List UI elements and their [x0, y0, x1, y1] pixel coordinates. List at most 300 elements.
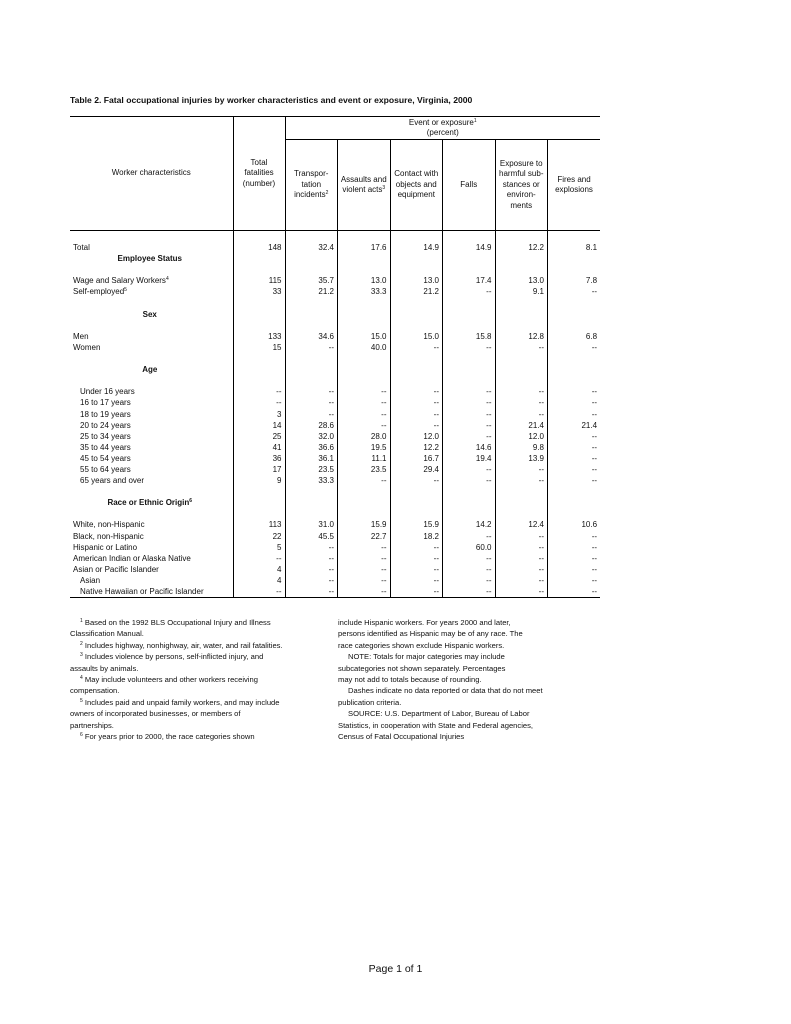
value-cell: --	[495, 475, 548, 486]
empty-cell	[233, 497, 285, 508]
spacer-cell	[548, 375, 601, 386]
empty-cell	[338, 364, 391, 375]
spacer-cell	[285, 375, 338, 386]
value-cell: 22.7	[338, 531, 391, 542]
spacer-cell	[338, 486, 391, 497]
row-label	[70, 420, 233, 431]
header-column-line: violent acts$^3$	[342, 185, 386, 194]
row-label	[70, 286, 233, 297]
value-cell: 13.9	[495, 453, 548, 464]
value-cell: --	[548, 453, 601, 464]
table-row	[70, 531, 600, 542]
row-label-text: 65 years and over	[80, 476, 145, 486]
header-column-1	[338, 140, 391, 231]
table-row	[70, 542, 600, 553]
value-cell: 28.0	[338, 431, 391, 442]
value-cell: --	[548, 575, 601, 586]
table-row	[70, 397, 600, 408]
row-label	[70, 542, 233, 553]
footnote-marker: 4	[165, 276, 169, 283]
row-label	[70, 442, 233, 453]
empty-cell	[548, 309, 601, 320]
table-row	[70, 420, 600, 431]
spacer-cell	[338, 508, 391, 519]
footnote-marker: 2	[80, 640, 83, 647]
row-label	[70, 397, 233, 408]
value-cell: 17.6	[338, 242, 391, 253]
spacer-cell	[443, 231, 496, 243]
value-cell: 6.8	[548, 331, 601, 342]
spacer-cell	[233, 375, 285, 386]
value-cell: --	[548, 531, 601, 542]
row-label-text: American Indian or Alaska Native	[73, 553, 191, 563]
value-cell: --	[443, 409, 496, 420]
value-cell: 21.4	[548, 420, 601, 431]
header-column-5	[548, 140, 601, 231]
table-header	[70, 117, 600, 231]
footnote-line: race categories shown exclude Hispanic workers.	[338, 640, 505, 650]
row-label	[70, 275, 233, 286]
value-cell: 18.2	[390, 531, 443, 542]
value-cell: 12.0	[495, 431, 548, 442]
row-label-text: Asian	[80, 575, 101, 585]
row-label	[70, 531, 233, 542]
spacer-cell	[548, 320, 601, 331]
table-row	[70, 564, 600, 575]
value-cell: 21.2	[390, 286, 443, 297]
footnote-marker: 1	[80, 618, 83, 624]
empty-cell	[390, 253, 443, 264]
footnote-line	[70, 708, 320, 719]
spacer-cell	[70, 231, 233, 243]
empty-cell	[548, 497, 601, 508]
value-cell: 33.3	[285, 475, 338, 486]
footnote-line: SOURCE: U.S. Department of Labor, Bureau of Labor	[348, 709, 530, 719]
value-cell: --	[390, 542, 443, 553]
value-cell: --	[285, 542, 338, 553]
value-cell: --	[495, 542, 548, 553]
footnote-text: compensation.	[70, 686, 120, 696]
value-cell: --	[548, 386, 601, 397]
value-cell: --	[443, 564, 496, 575]
empty-cell	[233, 309, 285, 320]
value-cell: --	[443, 575, 496, 586]
footnotes-right	[338, 617, 588, 742]
row-label-text: Under 16 years	[80, 387, 135, 397]
value-cell: 15.9	[338, 519, 391, 530]
value-cell: --	[285, 342, 338, 353]
spacer-cell	[285, 486, 338, 497]
section-row	[70, 253, 600, 264]
value-cell: --	[443, 431, 496, 442]
header-column-0	[285, 140, 338, 231]
empty-cell	[338, 253, 391, 264]
empty-cell	[285, 253, 338, 264]
footnote-line: publication criteria.	[338, 697, 402, 707]
footnote-line	[70, 628, 320, 639]
value-cell: --	[285, 564, 338, 575]
row-label	[70, 519, 233, 530]
header-column-3	[443, 140, 496, 231]
empty-cell	[495, 309, 548, 320]
value-cell: 148	[233, 242, 285, 253]
footnote-line	[70, 617, 320, 628]
spacer-row	[70, 375, 600, 386]
value-cell: --	[443, 586, 496, 598]
table-row	[70, 286, 600, 297]
table-row	[70, 242, 600, 253]
spacer-cell	[70, 264, 233, 275]
table-row	[70, 409, 600, 420]
value-cell: --	[285, 409, 338, 420]
footnote-text: Includes highway, nonhighway, air, water, and rail fatalities.	[82, 640, 283, 650]
value-cell: --	[390, 564, 443, 575]
value-cell: 15.0	[390, 331, 443, 342]
header-column-line: incidents$^2$	[294, 190, 329, 200]
value-cell: 12.8	[495, 331, 548, 342]
spacer-cell	[443, 320, 496, 331]
footnote-line: may not add to totals because of rounding.	[338, 675, 482, 685]
footnote-line: Census of Fatal Occupational Injuries	[338, 732, 465, 742]
value-cell: 34.6	[285, 331, 338, 342]
row-label-text: Total	[73, 243, 90, 253]
value-cell: 115	[233, 275, 285, 286]
table-row	[70, 275, 600, 286]
spacer-row	[70, 264, 600, 275]
value-cell: --	[495, 464, 548, 475]
header-column-line: Transpor-	[294, 169, 329, 179]
footnote-marker: 5	[124, 287, 127, 294]
spacer-cell	[495, 264, 548, 275]
row-label-text: Black, non-Hispanic	[73, 531, 144, 541]
value-cell: 113	[233, 519, 285, 530]
spacer-cell	[285, 353, 338, 364]
empty-cell	[548, 364, 601, 375]
footnote-line	[70, 685, 320, 696]
value-cell: --	[390, 553, 443, 564]
value-cell: --	[443, 342, 496, 353]
row-label-text: 20 to 24 years	[80, 420, 131, 430]
value-cell: 28.6	[285, 420, 338, 431]
header-column-line: Falls	[460, 179, 478, 189]
value-cell: 22	[233, 531, 285, 542]
spacer-cell	[233, 264, 285, 275]
table-row	[70, 331, 600, 342]
value-cell: 25	[233, 431, 285, 442]
row-label	[70, 564, 233, 575]
value-cell: 21.4	[495, 420, 548, 431]
value-cell: 9.1	[495, 286, 548, 297]
row-label	[70, 464, 233, 475]
empty-cell	[495, 253, 548, 264]
value-cell: 15.0	[338, 331, 391, 342]
header-column-2	[390, 140, 443, 231]
section-row	[70, 309, 600, 320]
value-cell: --	[495, 586, 548, 598]
empty-cell	[285, 497, 338, 508]
value-cell: --	[338, 575, 391, 586]
value-cell: --	[338, 386, 391, 397]
footnote-line	[70, 651, 320, 662]
spacer-row	[70, 508, 600, 519]
empty-cell	[443, 364, 496, 375]
value-cell: --	[443, 397, 496, 408]
value-cell: 12.2	[495, 242, 548, 253]
value-cell: 23.5	[285, 464, 338, 475]
value-cell: --	[548, 286, 601, 297]
spacer-cell	[233, 320, 285, 331]
empty-cell	[495, 364, 548, 375]
value-cell: --	[443, 286, 496, 297]
table-row	[70, 431, 600, 442]
spacer-cell	[443, 298, 496, 309]
header-column-line: stances or	[502, 179, 540, 189]
spacer-row	[70, 320, 600, 331]
value-cell: 12.4	[495, 519, 548, 530]
value-cell: --	[338, 553, 391, 564]
value-cell: 13.0	[495, 275, 548, 286]
spacer-cell	[548, 264, 601, 275]
empty-cell	[443, 253, 496, 264]
value-cell: 15.9	[390, 519, 443, 530]
row-label	[70, 409, 233, 420]
value-cell: --	[495, 553, 548, 564]
spacer-cell	[495, 320, 548, 331]
row-label-text: 45 to 54 years	[80, 453, 131, 463]
value-cell: --	[548, 564, 601, 575]
spacer-cell	[338, 298, 391, 309]
footnote-line: Dashes indicate no data reported or data that do not meet	[348, 686, 543, 696]
spacer-cell	[285, 320, 338, 331]
value-cell: 14.9	[390, 242, 443, 253]
spacer-cell	[70, 353, 233, 364]
value-cell: 5	[233, 542, 285, 553]
header-column-line: explosions	[555, 185, 593, 194]
value-cell: 14.6	[443, 442, 496, 453]
footnote-text: partnerships.	[70, 720, 114, 730]
value-cell: --	[233, 397, 285, 408]
spacer-cell	[390, 231, 443, 243]
value-cell: --	[443, 475, 496, 486]
spacer-cell	[495, 298, 548, 309]
footnote-line: include Hispanic workers. For years 2000 and later,	[338, 618, 511, 627]
table-row	[70, 553, 600, 564]
value-cell: 14.9	[443, 242, 496, 253]
value-cell: --	[548, 409, 601, 420]
value-cell: 21.2	[285, 286, 338, 297]
footnote-marker: 6	[80, 732, 83, 739]
footnote-text: For years prior to 2000, the race categories shown	[82, 732, 255, 742]
value-cell: --	[233, 553, 285, 564]
section-heading	[70, 364, 233, 375]
section-row	[70, 497, 600, 508]
spacer-cell	[338, 375, 391, 386]
value-cell: 13.0	[338, 275, 391, 286]
row-label	[70, 475, 233, 486]
footnotes-left	[70, 617, 320, 742]
empty-cell	[338, 309, 391, 320]
spacer-cell	[70, 298, 233, 309]
empty-cell	[495, 497, 548, 508]
section-row	[70, 364, 600, 375]
empty-cell	[443, 309, 496, 320]
table-row	[70, 453, 600, 464]
value-cell: 35.7	[285, 275, 338, 286]
section-heading-label: Age	[142, 365, 158, 375]
footnote-marker: 2	[325, 190, 329, 197]
value-cell: --	[338, 542, 391, 553]
value-cell: 40.0	[338, 342, 391, 353]
spacer-cell	[548, 486, 601, 497]
value-cell: 33.3	[338, 286, 391, 297]
value-cell: --	[548, 542, 601, 553]
table-row	[70, 342, 600, 353]
value-cell: --	[495, 386, 548, 397]
footnote-marker: 1	[473, 117, 477, 124]
value-cell: 41	[233, 442, 285, 453]
spacer-cell	[443, 375, 496, 386]
spacer-row	[70, 486, 600, 497]
value-cell: 23.5	[338, 464, 391, 475]
value-cell: --	[443, 386, 496, 397]
value-cell: --	[443, 553, 496, 564]
value-cell: --	[390, 575, 443, 586]
spacer-row	[70, 231, 600, 243]
spacer-cell	[338, 264, 391, 275]
value-cell: --	[495, 531, 548, 542]
row-label-text: 55 to 64 years	[80, 464, 131, 474]
value-cell: 17.4	[443, 275, 496, 286]
value-cell: 33	[233, 286, 285, 297]
value-cell: --	[548, 464, 601, 475]
spacer-row	[70, 353, 600, 364]
spacer-cell	[443, 353, 496, 364]
row-label	[70, 242, 233, 253]
value-cell: --	[548, 431, 601, 442]
value-cell: 10.6	[548, 519, 601, 530]
row-label-text: Men	[73, 331, 89, 341]
empty-cell	[443, 497, 496, 508]
value-cell: 11.1	[338, 453, 391, 464]
value-cell: 31.0	[285, 519, 338, 530]
data-table-container	[70, 116, 600, 598]
value-cell: --	[548, 586, 601, 598]
spacer-cell	[70, 375, 233, 386]
row-label	[70, 575, 233, 586]
spacer-cell	[495, 486, 548, 497]
row-label-text: Hispanic or Latino	[73, 542, 138, 552]
spacer-cell	[390, 264, 443, 275]
row-label-text: Self-employed	[73, 287, 125, 297]
value-cell: --	[233, 386, 285, 397]
value-cell: 8.1	[548, 242, 601, 253]
footnote-line: subcategories not shown separately. Percentages	[338, 663, 506, 673]
spacer-cell	[338, 320, 391, 331]
spacer-cell	[390, 508, 443, 519]
header-total-line: (number)	[242, 178, 276, 188]
spacer-cell	[70, 486, 233, 497]
spacer-cell	[233, 231, 285, 243]
spacer-cell	[70, 320, 233, 331]
value-cell: --	[285, 386, 338, 397]
spacer-cell	[443, 486, 496, 497]
empty-cell	[390, 364, 443, 375]
value-cell: 15	[233, 342, 285, 353]
empty-cell	[338, 497, 391, 508]
spacer-cell	[233, 353, 285, 364]
spacer-cell	[495, 375, 548, 386]
value-cell: 4	[233, 564, 285, 575]
value-cell: --	[390, 342, 443, 353]
value-cell: 133	[233, 331, 285, 342]
row-label	[70, 453, 233, 464]
row-label-text: White, non-Hispanic	[73, 520, 145, 530]
footnote-line	[70, 731, 320, 742]
row-label-text: 35 to 44 years	[80, 442, 131, 452]
value-cell: 12.2	[390, 442, 443, 453]
data-table	[70, 116, 600, 598]
header-column-line: objects and	[395, 179, 437, 189]
row-label-text: Asian or Pacific Islander	[73, 564, 159, 574]
value-cell: 12.0	[390, 431, 443, 442]
header-total-line: Total	[250, 157, 268, 167]
header-column-line: ments	[510, 200, 533, 210]
spacer-cell	[443, 264, 496, 275]
value-cell: --	[338, 397, 391, 408]
footnote-text: Classification Manual.	[70, 629, 144, 639]
value-cell: --	[495, 575, 548, 586]
row-label	[70, 431, 233, 442]
value-cell: --	[390, 420, 443, 431]
footnote-text: owners of incorporated businesses, or members of	[70, 709, 241, 719]
spacer-cell	[390, 298, 443, 309]
value-cell: --	[548, 397, 601, 408]
header-column-line: Assaults and	[340, 174, 387, 184]
empty-cell	[233, 364, 285, 375]
row-label	[70, 342, 233, 353]
empty-cell	[390, 309, 443, 320]
spacer-cell	[338, 231, 391, 243]
value-cell: --	[390, 586, 443, 598]
spacer-cell	[338, 353, 391, 364]
table-row	[70, 386, 600, 397]
value-cell: --	[390, 475, 443, 486]
value-cell: 7.8	[548, 275, 601, 286]
spacer-cell	[548, 353, 601, 364]
spacer-cell	[285, 508, 338, 519]
footnote-marker: 4	[80, 675, 83, 682]
section-heading	[70, 309, 233, 320]
spacer-cell	[70, 508, 233, 519]
spacer-cell	[390, 353, 443, 364]
value-cell: --	[285, 586, 338, 598]
header-column-line: equipment	[397, 190, 435, 200]
table-body	[70, 231, 600, 598]
section-heading	[70, 253, 233, 264]
spacer-cell	[233, 508, 285, 519]
section-heading-label: Race or Ethnic Origin	[107, 498, 190, 508]
footnote-line	[70, 697, 320, 708]
footnote-line: Statistics, in cooperation with State and Federal agencies,	[338, 720, 534, 730]
value-cell: 4	[233, 575, 285, 586]
header-column-4	[495, 140, 548, 231]
spacer-cell	[548, 298, 601, 309]
table-row	[70, 442, 600, 453]
footnote-marker: 5	[80, 697, 83, 704]
footnote-text: Includes paid and unpaid family workers, and may include	[82, 697, 280, 707]
footnote-text: assaults by animals.	[70, 663, 139, 673]
spacer-row	[70, 298, 600, 309]
